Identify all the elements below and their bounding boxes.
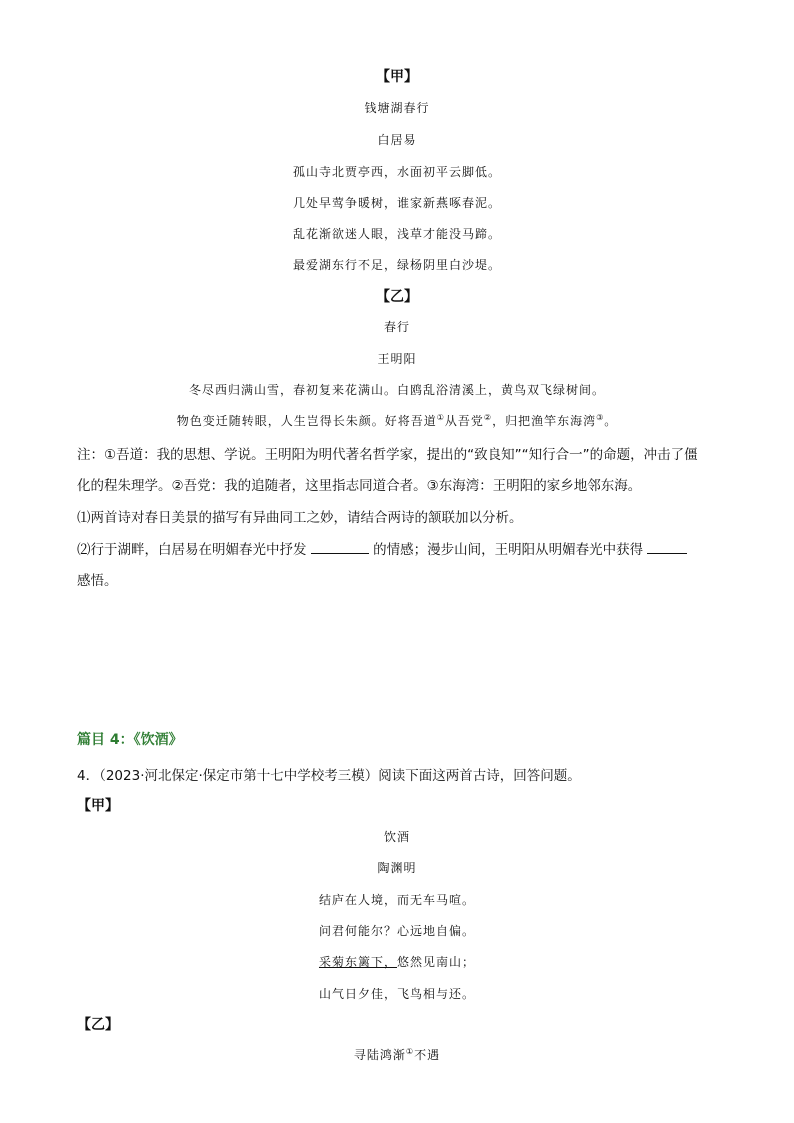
poem3-author: 陶渊明 — [377, 861, 417, 875]
footnote-marker-3: ③ — [596, 413, 605, 422]
poem4-title-part-a: 寻陆鸿渐 — [353, 1048, 406, 1062]
poem3-line-3-rest: 悠然见南山； — [397, 955, 476, 969]
poem3-line-4: 山气日夕佳，飞鸟相与还。 — [318, 987, 475, 1001]
poem1-author: 白居易 — [377, 133, 417, 147]
question-1: ⑴两首诗对春日美景的描写有异曲同工之妙，请结合两诗的颔联加以分析。 — [77, 510, 523, 526]
poem2-line-2-part-a: 物色变迁随转眼，人生岂得长朱颜。好将吾道 — [176, 414, 437, 428]
poem3-line-3-underlined: 采菊东篱下， — [318, 955, 397, 969]
poem2-line-2-part-c: ，归把渔竿东海湾 — [492, 414, 597, 428]
poem2-author: 王明阳 — [377, 352, 417, 366]
poem2-line-2 — [0, 412, 794, 429]
poem2-title: 春行 — [383, 320, 410, 334]
poem3-line-3 — [0, 953, 794, 970]
poem3-line-1: 结庐在人境，而无车马喧。 — [318, 893, 475, 907]
poem1-line-2: 几处早莺争暖树，谁家新燕啄春泥。 — [292, 196, 501, 210]
question-2-part-b: 的情感；漫步山间，王明阳从明媚春光中获得 — [373, 542, 644, 558]
poem1-line-1: 孤山寺北贾亭西，水面初平云脚低。 — [292, 165, 501, 179]
poem2-line-2-part-d: 。 — [604, 414, 618, 428]
poem4-title-part-b: 不遇 — [414, 1048, 441, 1062]
poem2-line-1: 冬尽西归满山雪，春初复来花满山。白鸥乱浴清溪上，黄鸟双飞绿树间。 — [188, 383, 605, 397]
footnote-marker-2: ② — [483, 413, 493, 422]
question-2-part-a: ⑵行于湖畔，白居易在明媚春光中抒发 — [77, 542, 307, 558]
poem1-title: 钱塘湖春行 — [364, 101, 430, 115]
footnote-marker-1: ① — [436, 413, 445, 422]
note-line-2: 化的程朱理学。②吾党：我的追随者，这里指志同道合者。③东海湾：王明阳的家乡地邻东海。 — [77, 478, 642, 494]
answer-blank-1[interactable] — [311, 541, 369, 554]
question-4: 4．（2023·河北保定·保定市第十七中学校考三模）阅读下面这两首古诗，回答问题。 — [77, 768, 581, 784]
poem-a-label-2: 【甲】 — [77, 798, 119, 814]
question-2 — [77, 538, 687, 558]
poem3-line-2: 问君何能尔？心远地自偏。 — [318, 924, 475, 938]
poem2-line-2-part-b: 从吾党 — [444, 414, 484, 428]
poem3-title: 饮酒 — [383, 830, 410, 844]
footnote-marker-4: ① — [405, 1047, 415, 1056]
poem-a-label: 【甲】 — [376, 69, 418, 85]
section-heading: 篇目 4：《饮酒》 — [77, 732, 183, 748]
poem-b-label: 【乙】 — [376, 289, 418, 305]
poem1-line-3: 乱花渐欲迷人眼，浅草才能没马蹄。 — [292, 227, 501, 241]
poem-b-label-2: 【乙】 — [77, 1017, 119, 1033]
note-line-1: 注：①吾道：我的思想、学说。王明阳为明代著名哲学家，提出的“致良知”“知行合一”的命题，冲击了僵 — [77, 447, 698, 463]
answer-blank-2[interactable] — [647, 541, 687, 554]
poem1-line-4: 最爱湖东行不足，绿杨阴里白沙堤。 — [292, 258, 501, 272]
question-2-continued: 感悟。 — [77, 573, 118, 589]
poem4-title — [0, 1046, 794, 1063]
